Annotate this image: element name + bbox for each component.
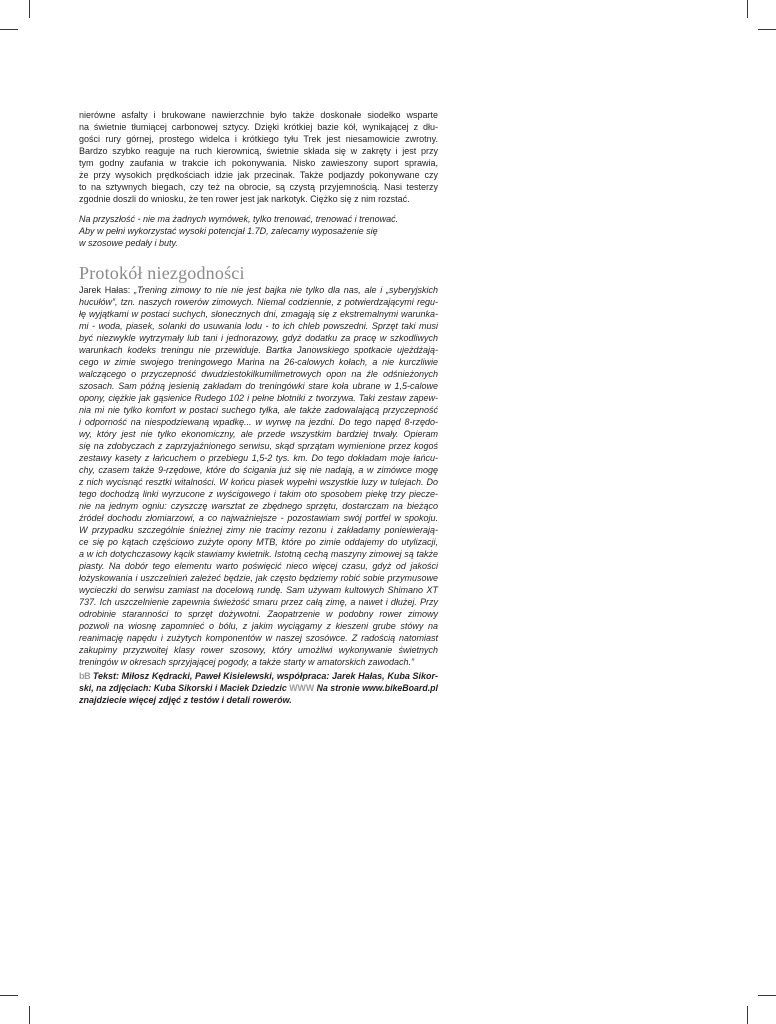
line-text: że przy wysokich prędkościach idzie jak przecinak. Także podjazdy pokonywane czy [79, 170, 438, 180]
line-text: z nich wycisnąć resztki witalności. W końcu piasek wypełni wszystkie luzy w tulejach. Do [79, 477, 438, 487]
paragraph-line [79, 596, 438, 608]
line-text: warunkach kodeks treningu nie przewiduje. Bartka Janowskiego spotkacie ujeżdżają- [79, 345, 438, 355]
crop-mark [758, 29, 776, 30]
line-text: nie na jednym ogniu: czyszczę warsztat ze zbędnego sprzętu, dostarczam na bieżąco [79, 501, 438, 511]
line-text: tym godny zaufania w trakcie ich pokonywania. Nisko zawieszony suport sprawia, [79, 158, 438, 168]
credits-line-text [79, 682, 438, 694]
crop-mark [747, 0, 748, 18]
crop-mark [29, 1006, 30, 1024]
paragraph-line [79, 440, 438, 452]
credits-authors: Tekst: Miłosz Kędracki, Paweł Kisielewski, współpraca: Jarek Hałas, Kuba Sikor- [92, 671, 438, 681]
paragraph-line [79, 416, 438, 428]
paragraph-line [79, 284, 438, 296]
line-text: chy, czasem także 9-rzędowe, które do ścigania już się nie nadają, a w zimówce mogę [79, 465, 438, 475]
line-text: zgodnie doszli do wniosku, że ten rower jest jak narkotyk. Ciężko się z nim rozstać. [79, 194, 410, 204]
paragraph-line [79, 392, 438, 404]
paragraph-line [79, 121, 438, 133]
line-text: piasty. Na dobór tego elementu warto poświęcić nieco więcej czasu, gdyż od jakości [79, 561, 438, 571]
paragraph-line [79, 644, 438, 656]
paragraph-line [79, 500, 438, 512]
article-paragraph-2 [79, 213, 438, 249]
credits-line [79, 670, 438, 682]
speaker-name: Jarek Hałas: [79, 285, 131, 295]
article-paragraph-1 [79, 109, 438, 205]
line-text: szosach. Sam późną jesienią zakładam do treningówki stare koła ubrane w 1,5-calowe [79, 381, 438, 391]
paragraph-line [79, 332, 438, 344]
line-text: tego dochodzą linki wyrzucone z wyścigowego i takim oto sposobem piekę trzy piecze- [79, 489, 438, 499]
line-text: wycieczki do serwisu zamiast na docelową rundę. Sam używam kultowych Shimano XT [79, 585, 438, 595]
credits-photos: ski, na zdjęciach: Kuba Sikorski i Maciek Dziedzic [79, 683, 287, 693]
paragraph-line [79, 488, 438, 500]
line-text: się na zdobyczach z zaprzyjaźnionego serwisu, skąd sprzątam wymienione przez kogoś [79, 441, 438, 451]
paragraph-line [79, 320, 438, 332]
paragraph-line [79, 380, 438, 392]
crop-mark [0, 995, 18, 996]
line-text: W przypadku szczególnie śnieżnej zimy nie tracimy rezonu i zakładamy poniewierają- [79, 525, 438, 535]
paragraph-line [79, 572, 438, 584]
paragraph-line [79, 181, 438, 193]
article-paragraph-3 [79, 284, 438, 668]
paragraph-line [79, 213, 438, 225]
line-text: a w ich dotychczasowy kącik stawiamy kwietnik. Istotną cechą maszyny zimowej są także [79, 549, 438, 559]
credits-more-photos: znajdziecie więcej zdjęć z testów i detali rowerów. [79, 695, 292, 705]
paragraph-line [79, 464, 438, 476]
line-text: treningów w okresach sprzyjającej pogody, a także starty w amatorskich zawodach.” [79, 657, 414, 667]
line-text: zestawy kasety z łańcuchem o przebiegu 1,5-2 tys. km. Do tego dokładam moje łańcu- [79, 453, 438, 463]
line-text: hucułów”, tzn. naszych rowerów zimowych. Niemal codziennie, z potwierdzającymi regu- [79, 297, 438, 307]
quote-text: „Trening zimowy to nie nie jest bajka nie tylko dla nas, ale i „syberyjskich [134, 285, 438, 295]
paragraph-line [79, 428, 438, 440]
paragraph-line [79, 133, 438, 145]
section-heading: Protokół niezgodności [79, 263, 245, 283]
crop-mark [0, 29, 18, 30]
crop-mark [758, 995, 776, 996]
paragraph-line [79, 344, 438, 356]
line-text: pozwoli na wiosnę zapomnieć o bólu, z jakim wyciągamy z kieszeni grube stówy na [79, 621, 438, 631]
paragraph-line [79, 404, 438, 416]
bikeboard-logo: bB [79, 671, 91, 681]
paragraph-line [79, 225, 438, 237]
line-text: cego w zimie swojego treningowego Marina na 26-calowych kołach, a nie kurczliwie [79, 357, 438, 367]
line-text [79, 284, 438, 296]
paragraph-line [79, 524, 438, 536]
credits-website: Na stronie www.bikeBoard.pl [316, 683, 438, 693]
paragraph-line [79, 169, 438, 181]
line-text: zakupimy przyzwoitej klasy rower szosowy, który umożliwi wykonywanie świetnych [79, 645, 438, 655]
credits-line [79, 682, 438, 694]
paragraph-line [79, 308, 438, 320]
paragraph-line [79, 620, 438, 632]
line-text: i odporność na niespodziewaną wpadkę... w wyrwę na jezdni. Do tego napęd 8-rzędo- [79, 417, 438, 427]
paragraph-line [79, 536, 438, 548]
crop-mark [747, 1006, 748, 1024]
line-text: nia mi nie tylko komfort w postaci suchego tyłka, ale także zadowalającą przyczepność [79, 405, 438, 415]
line-text: mi - woda, piasek, solanki do usuwania lodu - to ich chleb powszedni. Sprzęt taki musi [79, 321, 438, 331]
credits-line-text [79, 694, 292, 706]
paragraph-line [79, 452, 438, 464]
line-text: nierówne asfalty i brukowane nawierzchnie było także doskonałe siodełko wsparte [79, 110, 438, 120]
paragraph-line [79, 296, 438, 308]
line-text: łę wyjątkami w postaci suchych, słonecznych dni, zmagają się z ekstremalnymi warunka- [79, 309, 438, 319]
paragraph-line [79, 656, 438, 668]
credits [79, 670, 438, 706]
line-text: odrobinie staranności to sprzęt dożywotni. Zaopatrzenie w podobny rower zimowy [79, 609, 438, 619]
paragraph-line [79, 512, 438, 524]
paragraph-line [79, 548, 438, 560]
paragraph-line [79, 584, 438, 596]
line-text: źródeł dochodu złomiarzowi, a co najważniejsze - pozostawiam swój portfel w spokoju. [79, 513, 438, 523]
line-text: na świetnie tłumiącej carbonowej sztycy. Dzięki krótkiej bazie kół, wynikającej z dłu- [79, 122, 438, 132]
line-text: to na sztywnych biegach, czy też na obrocie, są czystą przyjemnością. Nasi testerzy [79, 182, 438, 192]
line-text: Na przyszłość - nie ma żadnych wymówek, tylko trenować, trenować i trenować. [79, 214, 399, 224]
line-text: wy, który jest nie tylko ekonomiczny, ale przede wszystkim bardziej trwały. Opieram [79, 429, 438, 439]
line-text: 737. Ich uszczelnienie zapewnia świeżość smaru przez całą zimę, a nawet i dłużej. Przy [79, 597, 438, 607]
credits-line-text [79, 670, 438, 682]
credits-line [79, 694, 438, 706]
paragraph-line [79, 237, 438, 249]
paragraph-line [79, 109, 438, 121]
www-label: WWW [289, 683, 315, 693]
line-text: w szosowe pedały i buty. [79, 238, 178, 248]
paragraph-line [79, 145, 438, 157]
line-text: być niezwykle wytrzymały lub tani i jednorazowy, gdyż dodatku za pracę w szkodliwych [79, 333, 438, 343]
line-text: walczącego o przyczepność dwudziestokilkumilimetrowych opon na źle odśnieżonych [79, 369, 438, 379]
line-text: Bardzo szybko reaguje na ruch kierownicą, świetnie składa się w zakręty i jest przy [79, 146, 438, 156]
paragraph-line [79, 368, 438, 380]
line-text: ce się po kątach częściowo zużyte opony MTB, które po zimie oddajemy do utylizacji, [79, 537, 438, 547]
line-text: Aby w pełni wykorzystać wysoki potencjał 1.7D, zalecamy wyposażenie się [79, 226, 378, 236]
line-text: opony, ciężkie jak gąsienice Rudego 102 i pełne błotniki z tworzywa. Taki zestaw zapew- [79, 393, 438, 403]
line-text: gości rury górnej, prostego widelca i krótkiego tyłu Trek jest niesamowicie zwrotny. [79, 134, 438, 144]
paragraph-line [79, 560, 438, 572]
crop-mark [29, 0, 30, 18]
paragraph-line [79, 356, 438, 368]
line-text: łożyskowania i uszczelnień zależeć będzie, jak często będziemy robić sobie przymusowe [79, 573, 438, 583]
line-text: reanimację napędu i zużytych komponentów w naszej szosówce. Z radością natomiast [79, 633, 438, 643]
paragraph-line [79, 476, 438, 488]
paragraph-line [79, 157, 438, 169]
paragraph-line [79, 632, 438, 644]
paragraph-line [79, 608, 438, 620]
paragraph-line [79, 193, 438, 205]
